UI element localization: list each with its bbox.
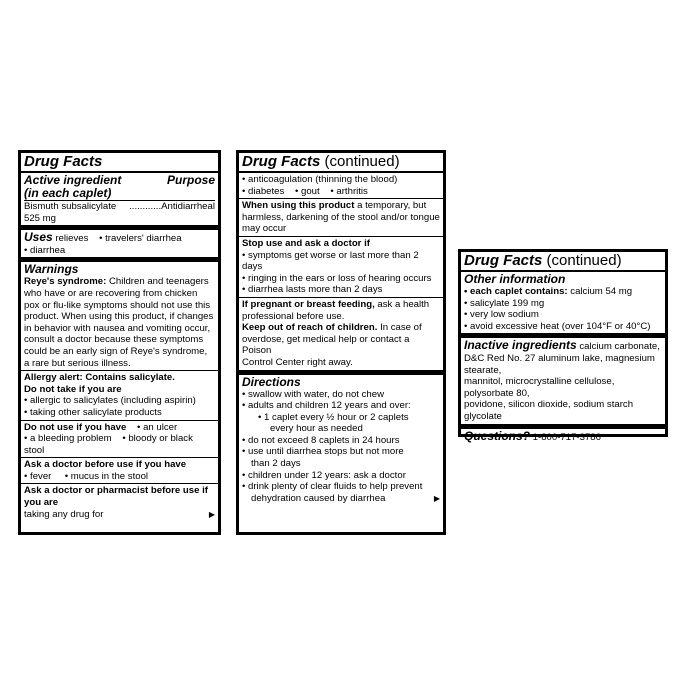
dot-leader: ............: [129, 201, 162, 212]
reyes-line: consult a doctor because these symptoms: [24, 334, 204, 346]
do-not-take-item: • allergic to salicylates (including aspirin): [24, 395, 215, 407]
other-info-item: calcium 54 mg: [567, 286, 633, 297]
condition-item: • diabetes: [242, 186, 284, 197]
inactive-ingredients-section: [461, 333, 665, 423]
condition-item: • anticoagulation (thinning the blood): [242, 174, 440, 186]
direction-item: than 2 days: [251, 458, 301, 470]
ask-pharmacist-heading: Ask a doctor or pharmacist before use if you are: [24, 485, 208, 509]
other-info-section: [461, 270, 665, 333]
reyes-line: pox or flu-like symptoms should not use this: [24, 299, 211, 311]
stop-use-item: • diarrhea lasts more than 2 days: [242, 284, 440, 296]
active-ingredient-heading: Active ingredient: [24, 173, 122, 187]
active-ingredient-subheading: (in each caplet): [24, 186, 112, 200]
pregnancy-text: ask a health: [374, 298, 430, 310]
drug-facts-panel-3: [458, 249, 668, 443]
stop-use-heading: Stop use and ask a doctor if: [242, 237, 370, 249]
do-not-use-item: • bloody or black stool: [24, 433, 193, 456]
other-info-item: • salicylate 199 mg: [464, 298, 662, 310]
when-using-section: [239, 198, 443, 236]
direction-item: • adults and children 12 years and over:: [242, 400, 440, 412]
drug-facts-panel-2: [236, 150, 446, 535]
direction-subitem: • 1 caplet every ½ hour or 2 caplets: [258, 412, 409, 423]
do-not-use-section: [21, 420, 218, 458]
ask-doctor-item: • fever: [24, 471, 51, 482]
stop-use-item: • ringing in the ears or loss of hearing occurs: [242, 273, 440, 285]
reyes-line: a rare but serious illness.: [24, 357, 131, 369]
inactive-ingredients-heading: Inactive ingredients: [464, 338, 577, 353]
do-not-use-item: • a bleeding problem: [24, 433, 112, 444]
when-using-text: a temporary, but: [354, 200, 427, 212]
active-ingredient-section: [21, 171, 218, 225]
allergy-alert: Allergy alert: Contains salicylate.: [24, 372, 175, 384]
panel-title: Drug Facts: [242, 153, 321, 170]
condition-item: • gout: [295, 186, 320, 197]
when-using-text: may occur: [242, 223, 287, 235]
reyes-line: who have or are recovering from chicken: [24, 287, 198, 299]
pregnancy-section: [239, 297, 443, 370]
direction-item: dehydration caused by diarrhea: [251, 492, 386, 504]
ask-doctor-section: [21, 457, 218, 483]
stop-use-section: [239, 236, 443, 297]
direction-item: • use until diarrhea stops but not more: [242, 446, 440, 458]
inactive-ingredients-text: D&C Red No. 27 aluminum lake, magnesium stearate,: [464, 352, 655, 376]
pregnancy-text: professional before use.: [242, 310, 345, 322]
questions-phone: 1-800-717-3786: [530, 431, 601, 443]
keep-out-text: In case of: [377, 322, 422, 334]
direction-item: • swallow with water, do not chew: [242, 389, 440, 401]
uses-section: [21, 225, 218, 257]
conditions-section: [239, 171, 443, 198]
continue-arrow-icon: ▶: [433, 493, 440, 503]
panel-title: Drug Facts: [464, 252, 543, 269]
reyes-line: in behavior with nausea and vomiting occur,: [24, 322, 211, 334]
ask-pharmacist-text: taking any drug for: [24, 508, 104, 520]
panel-title-continued: (continued): [320, 153, 400, 170]
inactive-ingredients-text: povidone, silicon dioxide, sodium starch glycolate: [464, 399, 634, 422]
directions-section: [239, 370, 443, 506]
reyes-line: product. When using this product, if changes: [24, 311, 214, 323]
direction-item: • drink plenty of clear fluids to help prevent: [242, 481, 440, 493]
warnings-heading: Warnings: [24, 262, 79, 277]
warnings-section: [21, 257, 218, 370]
ingredient-name: Bismuth subsalicylate 525 mg: [24, 201, 117, 224]
do-not-take-heading: Do not take if you are: [24, 383, 122, 395]
other-info-item: • avoid excessive heat (over 104°F or 40°C): [464, 321, 662, 333]
ask-doctor-item: • mucus in the stool: [65, 471, 148, 482]
allergy-section: [21, 370, 218, 419]
purpose-heading: Purpose: [166, 173, 215, 187]
continue-arrow-icon: ▶: [208, 509, 215, 519]
direction-subitem: every hour as needed: [270, 423, 363, 435]
uses-item: • travelers' diarrhea: [99, 233, 182, 244]
uses-lead: relieves: [55, 233, 89, 245]
ingredient-purpose: Antidiarrheal: [161, 201, 215, 212]
reyes-line: could be an early sign of Reye's syndrome,: [24, 345, 208, 357]
ask-doctor-heading: Ask a doctor before use if you have: [24, 459, 187, 471]
when-using-text: harmless, darkening of the stool and/or tongue: [242, 211, 440, 223]
pregnancy-heading: If pregnant or breast feeding,: [242, 298, 375, 310]
stop-use-item: • symptoms get worse or last more than 2 days: [242, 250, 440, 273]
keep-out-text: Control Center right away.: [242, 356, 353, 368]
other-info-item-bold: • each caplet contains:: [464, 286, 568, 297]
panel-title: Drug Facts: [24, 153, 103, 170]
do-not-take-item: • taking other salicylate products: [24, 407, 215, 419]
condition-item: • arthritis: [330, 186, 367, 197]
direction-item: • children under 12 years: ask a doctor: [242, 470, 440, 482]
panel-title-continued: (continued): [542, 252, 622, 269]
inactive-ingredients-text: mannitol, microcrystalline cellulose, polysorbate 80,: [464, 376, 615, 399]
other-info-item: • very low sodium: [464, 309, 662, 321]
ask-pharmacist-section: [21, 483, 218, 521]
inactive-ingredients-text: calcium carbonate,: [576, 341, 660, 353]
uses-item: • diarrhea: [24, 245, 215, 257]
reyes-line: Children and teenagers: [108, 276, 209, 288]
questions-section: [461, 424, 665, 445]
direction-item: • do not exceed 8 caplets in 24 hours: [242, 435, 440, 447]
other-info-heading: Other information: [464, 272, 566, 286]
questions-heading: Questions?: [464, 428, 531, 443]
keep-out-text: overdose, get medical help or contact a Poison: [242, 333, 410, 357]
directions-heading: Directions: [242, 374, 301, 389]
reyes-heading: Reye's syndrome:: [24, 276, 107, 288]
do-not-use-heading: Do not use if you have: [24, 421, 127, 433]
keep-out-heading: Keep out of reach of children.: [242, 322, 378, 334]
drug-facts-panel-1: [18, 150, 221, 535]
when-using-heading: When using this product: [242, 200, 355, 212]
uses-heading: Uses: [24, 230, 53, 245]
do-not-use-item: • an ulcer: [137, 422, 177, 433]
